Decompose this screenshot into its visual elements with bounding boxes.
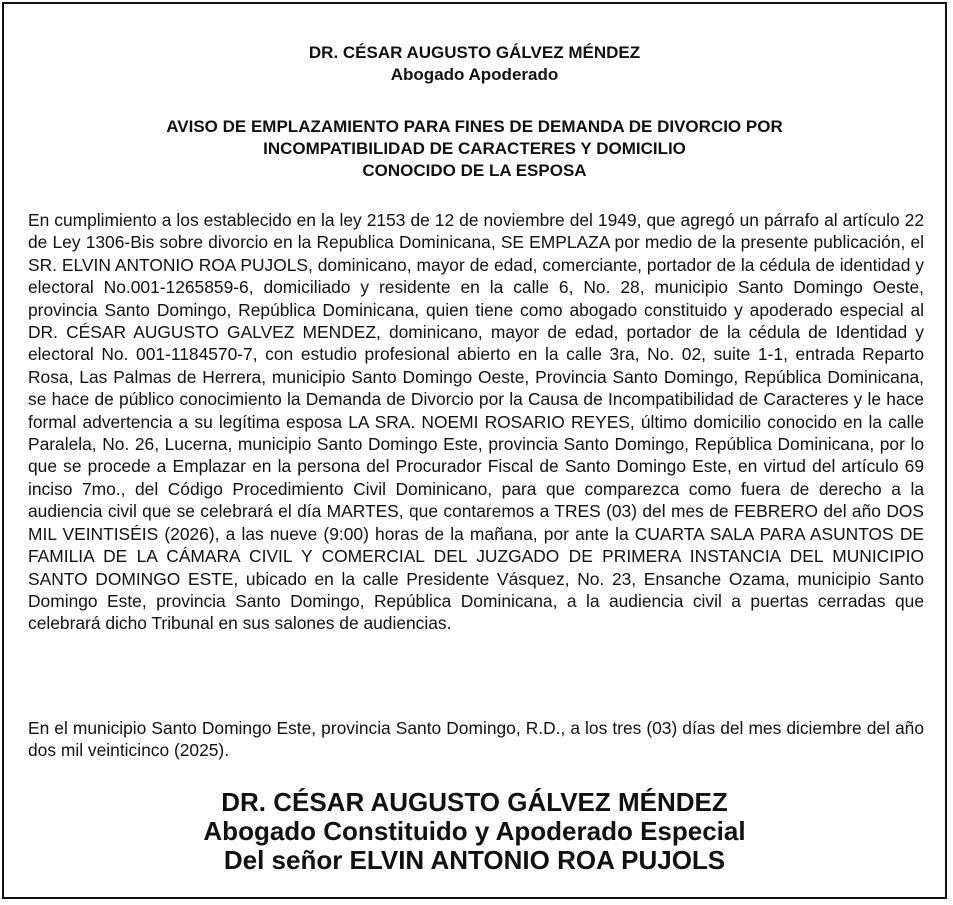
attorney-role: Abogado Apoderado (390, 65, 559, 84)
title-line-1: AVISO DE EMPLAZAMIENTO PARA FINES DE DEMANDA DE DIVORCIO POR (166, 117, 783, 136)
attorney-name: DR. CÉSAR AUGUSTO GÁLVEZ MÉNDEZ (308, 43, 641, 62)
title-line-3: CONOCIDO DE LA ESPOSA (362, 161, 587, 180)
legal-notice (2, 2, 947, 899)
notice-title (4, 116, 945, 182)
signature-role: Abogado Constituido y Apoderado Especial (203, 816, 746, 846)
signature-client: Del señor ELVIN ANTONIO ROA PUJOLS (223, 845, 726, 875)
notice-header (4, 42, 945, 86)
title-line-2: INCOMPATIBILIDAD DE CARACTERES Y DOMICILIO (263, 139, 686, 158)
body-paragraph-2: En el municipio Santo Domingo Este, provincia Santo Domingo, R.D., a los tres (03) días del mes diciembre del año dos mil veinticinco (2025). (28, 718, 924, 761)
body-paragraph-1: En cumplimiento a los establecido en la ley 2153 de 12 de noviembre del 1949, que agregó un párrafo al artículo 22 de Ley 1306-Bis sobre divorcio en la Republica Dominicana, SE EMPLAZA por medio de la presente publicación, el SR. ELVIN ANTONIO ROA PUJOLS, dominicano, mayor de edad, comerciante, portador de la cédula de identidad y electoral No.001-1265859-6, domiciliado y residente en la calle 6, No. 28, municipio Santo Domingo Oeste, provincia Santo Domingo, República Dominicana, quien tiene como abogado constituido y apoderado especial al DR. CÉSAR AUGUSTO GALVEZ MENDEZ, dominicano, mayor de edad, portador de la cédula de Identidad y electoral No. 001-1184570-7, con estudio profesional abierto en la calle 3ra, No. 02, suite 1-1, entrada Reparto Rosa, Las Palmas de Herrera, municipio Santo Domingo Oeste, Provincia Santo Domingo, República Dominicana, se hace de público conocimiento la Demanda de Divorcio por la Causa de Incompatibilidad de Caracteres y le hace formal advertencia a su legítima esposa LA SRA. NOEMI ROSARIO REYES, último domicilio conocido en la calle Paralela, No. 26, Lucerna, municipio Santo Domingo Este, provincia Santo Domingo, República Dominicana, por lo que se procede a Emplazar en la persona del Procurador Fiscal de Santo Domingo Este, en virtud del artículo 69 inciso 7mo., del Código Procedimiento Civil Dominicano, para que comparezca como fuera de derecho a la audiencia civil que se celebrará el día MARTES, que contaremos a TRES (03) del mes de FEBRERO del año DOS MIL VEINTISÉIS (2026), a las nueve (9:00) horas de la mañana, por ante la CUARTA SALA PARA ASUNTOS DE FAMILIA DE LA CÁMARA CIVIL Y COMERCIAL DEL JUZGADO DE PRIMERA INSTANCIA DEL MUNICIPIO SANTO DOMINGO ESTE, ubicado en la calle Presidente Vásquez, No. 23, Ensanche Ozama, municipio Santo Domingo Este, provincia Santo Domingo, República Dominicana, a la audiencia civil a puertas cerradas que celebrará dicho Tribunal en sus salones de audiencias. (28, 210, 924, 634)
signature-name: DR. CÉSAR AUGUSTO GÁLVEZ MÉNDEZ (221, 787, 728, 817)
signature-block (4, 788, 945, 875)
